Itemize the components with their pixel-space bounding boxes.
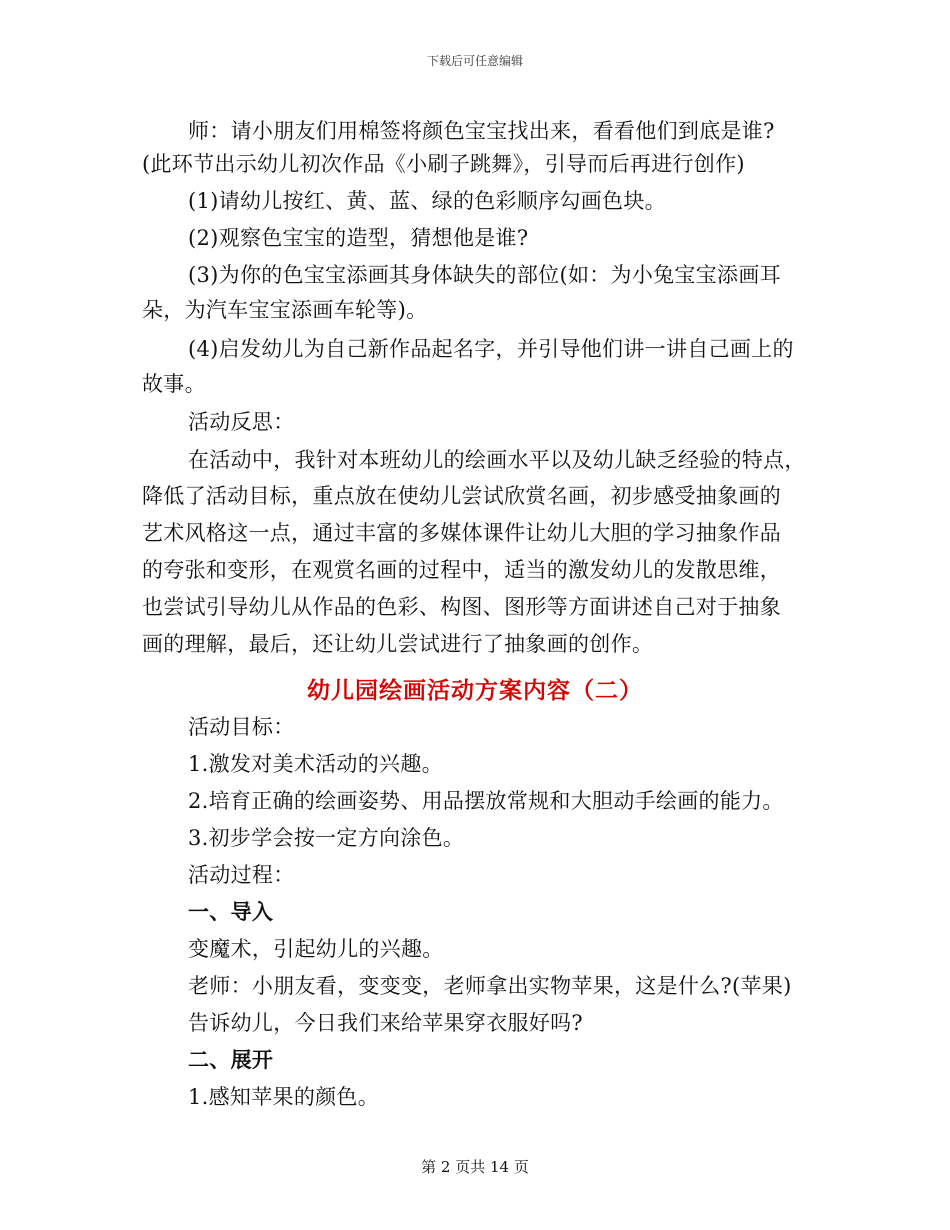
list-item: 1.感知苹果的颜色。 xyxy=(188,1085,380,1109)
list-item-continuation: 故事。 xyxy=(142,372,206,396)
section-label: 活动目标： xyxy=(188,715,295,739)
list-item-continuation: 朵，为汽车宝宝添画车轮等)。 xyxy=(142,298,428,322)
paragraph-line: 画的理解，最后，还让幼儿尝试进行了抽象画的创作。 xyxy=(142,632,654,656)
list-item: (2)观察色宝宝的造型，猜想他是谁? xyxy=(188,226,529,250)
section-label: 活动过程： xyxy=(188,863,295,887)
paragraph-line: 告诉幼儿，今日我们来给苹果穿衣服好吗? xyxy=(188,1011,583,1035)
paragraph-line: 艺术风格这一点，通过丰富的多媒体课件让幼儿大胆的学习抽象作品 xyxy=(142,521,781,545)
page-footer: 第 2 页共 14 页 xyxy=(421,1158,529,1176)
section-title: 幼儿园绘画活动方案内容（二） xyxy=(307,678,643,704)
paragraph-line: 变魔术，引起幼儿的兴趣。 xyxy=(188,937,444,961)
subheading: 一、导入 xyxy=(188,900,274,924)
subheading: 二、展开 xyxy=(188,1048,274,1072)
paragraph-line: 师：请小朋友们用棉签将颜色宝宝找出来，看看他们到底是谁? xyxy=(188,119,775,143)
paragraph-line: 降低了活动目标，重点放在使幼儿尝试欣赏名画，初步感受抽象画的 xyxy=(142,484,781,508)
list-item: (1)请幼儿按红、黄、蓝、绿的色彩顺序勾画色块。 xyxy=(188,189,666,213)
paragraph-line: (此环节出示幼儿初次作品《小刷子跳舞》，引导而后再进行创作) xyxy=(142,152,745,176)
list-item: (3)为你的色宝宝添画其身体缺失的部位(如：为小兔宝宝添画耳 xyxy=(188,263,781,287)
paragraph-line: 的夸张和变形，在观赏名画的过程中，适当的激发幼儿的发散思维， xyxy=(142,558,781,582)
paragraph-line: 也尝试引导幼儿从作品的色彩、构图、图形等方面讲述自己对于抽象 xyxy=(142,595,781,619)
section-label: 活动反思： xyxy=(188,410,295,434)
list-item: 2.培育正确的绘画姿势、用品摆放常规和大胆动手绘画的能力。 xyxy=(188,789,784,813)
page-header: 下载后可任意编辑 xyxy=(426,54,523,68)
list-item: 1.激发对美术活动的兴趣。 xyxy=(188,752,443,776)
list-item: 3.初步学会按一定方向涂色。 xyxy=(188,826,465,850)
paragraph-line: 老师：小朋友看，变变变，老师拿出实物苹果，这是什么?(苹果) xyxy=(188,974,792,998)
paragraph-line: 在活动中，我针对本班幼儿的绘画水平以及幼儿缺乏经验的特点， xyxy=(188,448,806,472)
list-item: (4)启发幼儿为自己新作品起名字，并引导他们讲一讲自己画上的 xyxy=(188,337,794,361)
